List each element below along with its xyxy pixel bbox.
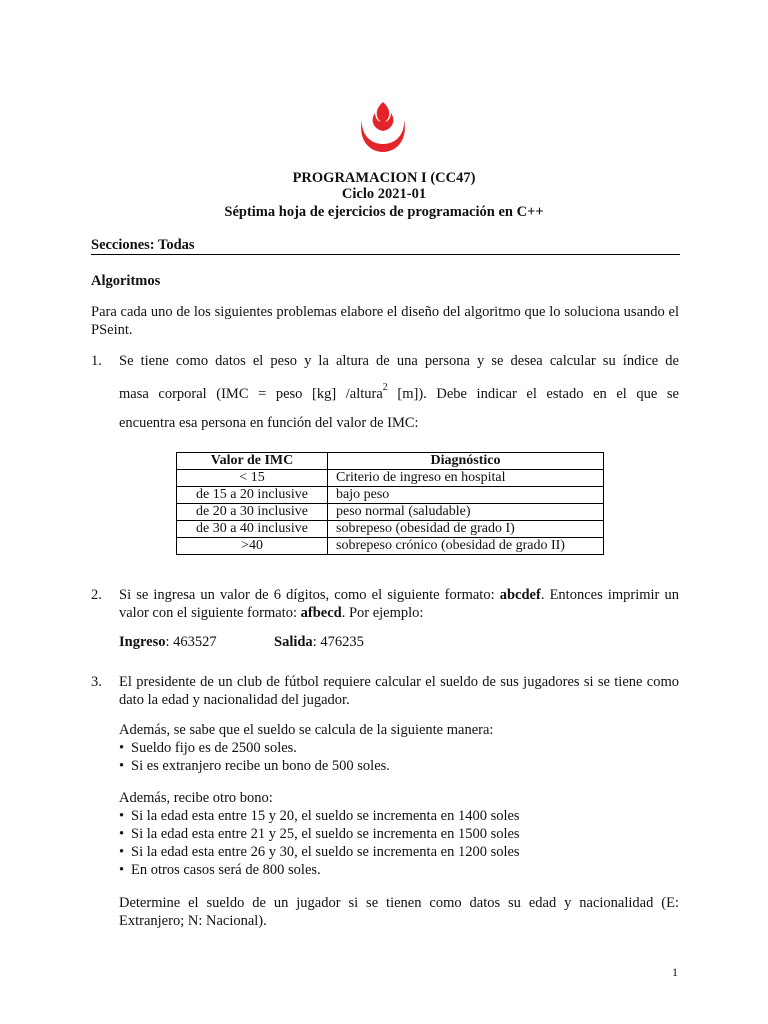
sections-label: Secciones: Todas [91,237,195,253]
example-input [119,633,217,651]
table-header-row [177,453,604,470]
intro-paragraph: Para cada uno de los siguientes problemas elabore el diseño del algoritmo que lo soluciona usando el PSeint. [91,304,679,338]
table-row [177,538,604,555]
salary-rules-intro: Además, se sabe que el sueldo se calcula de la siguiente manera: [119,722,494,738]
input-label: Ingreso [119,634,166,650]
table-row [177,487,604,504]
problem-3-closing: Determine el sueldo de un jugador si se tienen como datos su edad y nacionalidad (E: Extranjero; N: Nacional). [119,895,679,929]
section-heading: Algoritmos [91,273,161,289]
problem-1-line3: encuentra esa persona en función del valor de IMC: [119,415,419,431]
squared-superscript: 2 [382,382,388,393]
page-number: 1 [672,965,678,979]
imc-table [176,452,604,555]
table-header-cell: Diagnóstico [328,453,604,470]
problem-1-line2-start: masa corporal (IMC = peso [kg] /altura [119,386,383,402]
table-cell: >40 [177,538,328,555]
list-item: • Si la edad esta entre 26 y 30, el sueldo se incrementa en 1200 soles [119,843,520,861]
format-afbecd: afbecd [300,605,342,621]
table-cell: de 30 a 40 inclusive [177,521,328,538]
problem-1-line2-end: [m]). Debe indicar el estado en el que se [387,386,679,402]
input-value: : 463527 [165,634,217,650]
table-cell: Criterio de ingreso en hospital [328,470,604,487]
sheet-title: Séptima hoja de ejercicios de programación en C++ [224,204,544,220]
problem-2-number: 2. [91,587,102,603]
problem-2-text [119,586,679,622]
problem-1-number: 1. [91,353,102,369]
list-item: • Sueldo fijo es de 2500 soles. [119,739,297,757]
upc-flame-logo [356,100,410,158]
list-item: • Si la edad esta entre 21 y 25, el sueldo se incrementa en 1500 soles [119,825,520,843]
table-cell: de 20 a 30 inclusive [177,504,328,521]
cycle-title: Ciclo 2021-01 [341,186,427,202]
table-row [177,470,604,487]
example-output [274,633,364,651]
table-cell: peso normal (saludable) [328,504,604,521]
list-item: • Si es extranjero recibe un bono de 500 soles. [119,757,390,775]
problem-3-text: El presidente de un club de fútbol requiere calcular el sueldo de sus jugadores si se tiene como dato la edad y nacionalidad del jugador. [119,674,679,708]
problem-2-text-a: Si se ingresa un valor de 6 dígitos, como el siguiente formato: [119,587,500,603]
table-cell: sobrepeso crónico (obesidad de grado II) [328,538,604,555]
list-item: • Si la edad esta entre 15 y 20, el sueldo se incrementa en 1400 soles [119,807,520,825]
course-title: PROGRAMACION I (CC47) [292,170,476,186]
table-cell: < 15 [177,470,328,487]
output-value: : 476235 [312,634,364,650]
table-cell: de 15 a 20 inclusive [177,487,328,504]
table-cell: sobrepeso (obesidad de grado I) [328,521,604,538]
problem-2-text-b: . Entonces imprimir un valor con el siguiente formato: [119,587,680,621]
output-label: Salida [274,634,313,650]
problem-1-line2 [119,382,679,403]
header-divider [91,254,680,255]
format-abcdef: abcdef [499,587,541,603]
problem-2-text-c: . Por ejemplo: [341,605,424,621]
problem-3-number: 3. [91,674,102,690]
problem-1-line1: Se tiene como datos el peso y la altura de una persona y se desea calcular su índice de [119,353,679,369]
list-item: • En otros casos será de 800 soles. [119,861,321,879]
table-row [177,504,604,521]
table-header-cell: Valor de IMC [177,453,328,470]
table-row [177,521,604,538]
table-cell: bajo peso [328,487,604,504]
bonus-intro: Además, recibe otro bono: [119,790,273,806]
